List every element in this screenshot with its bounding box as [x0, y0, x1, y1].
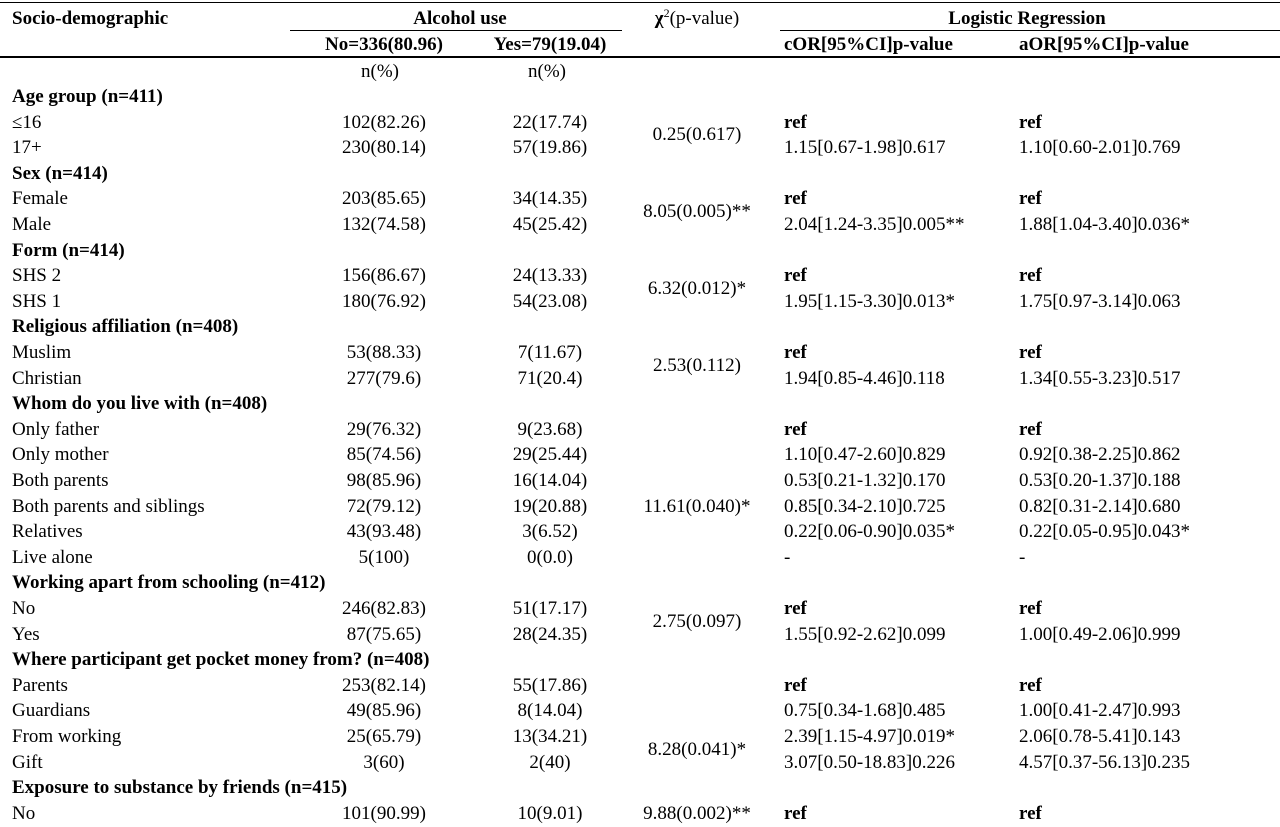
header-yes-count: Yes=79(19.04) [493, 34, 607, 55]
cell-no: 72(79.12) [346, 495, 422, 517]
cell-yes: 7(11.67) [517, 342, 583, 363]
cell-cor: ref [784, 802, 807, 824]
row-label: Female [12, 188, 68, 210]
row-label: Gift [12, 751, 43, 773]
chi-square-value: 2.75(0.097) [652, 610, 742, 632]
cell-no: 253(82.14) [342, 674, 426, 696]
cell-cor: - [784, 546, 791, 568]
cell-cor: ref [784, 342, 807, 363]
row-label: Muslim [12, 342, 72, 363]
cell-aor: ref [1019, 674, 1042, 696]
cell-aor: 0.53[0.20-1.37]0.188 [1019, 470, 1181, 491]
cell-yes: 28(24.35) [512, 623, 588, 645]
cell-cor: ref [784, 111, 807, 133]
cell-yes: 55(17.86) [512, 674, 588, 696]
cell-no: 43(93.48) [346, 521, 422, 543]
cell-yes: 0(0.0) [527, 546, 573, 568]
group-heading: Religious affiliation (n=408) [12, 316, 239, 338]
row-label: Only father [12, 418, 100, 440]
cell-yes: 24(13.33) [512, 265, 588, 287]
cell-aor: ref [1019, 342, 1042, 363]
cell-aor: ref [1019, 265, 1042, 287]
group-heading: Age group (n=411) [12, 86, 163, 107]
cell-cor: 0.85[0.34-2.10]0.725 [784, 495, 946, 517]
cell-cor: 2.04[1.24-3.35]0.005** [784, 214, 965, 235]
cell-no: 230(80.14) [342, 137, 426, 159]
group-heading: Whom do you live with (n=408) [12, 393, 268, 415]
cell-yes: 29(25.44) [512, 444, 588, 466]
cell-no: 203(85.65) [342, 188, 426, 210]
cell-yes: 45(25.42) [512, 214, 588, 235]
cell-aor: 1.00[0.41-2.47]0.993 [1019, 700, 1181, 722]
cell-yes: 8(14.04) [517, 700, 583, 722]
cell-cor: 1.94[0.85-4.46]0.118 [784, 367, 945, 389]
cell-no: 101(90.99) [342, 802, 426, 824]
chi-square-value: 8.05(0.005)** [643, 201, 751, 223]
header-cor: cOR[95%CI]p-value [784, 34, 953, 55]
cell-yes: 54(23.08) [512, 290, 588, 312]
npct-no: n(%) [361, 61, 399, 82]
cell-cor: 0.53[0.21-1.32]0.170 [784, 470, 946, 491]
row-label: Relatives [12, 521, 83, 543]
row-label: Both parents and siblings [12, 495, 205, 517]
cell-cor: ref [784, 674, 807, 696]
row-label: Live alone [12, 546, 93, 568]
cell-yes: 34(14.35) [512, 188, 588, 210]
header-alcohol-use: Alcohol use [413, 8, 507, 29]
group-heading: Sex (n=414) [12, 162, 108, 184]
cell-yes: 22(17.74) [512, 111, 588, 133]
cell-no: 49(85.96) [346, 700, 422, 722]
row-label: No [12, 802, 36, 824]
cell-yes: 57(19.86) [512, 137, 588, 159]
row-label: No [12, 598, 36, 619]
cell-cor: 1.55[0.92-2.62]0.099 [784, 623, 946, 645]
cell-aor: ref [1019, 188, 1042, 210]
row-label: Guardians [12, 700, 91, 722]
cell-yes: 2(40) [529, 751, 571, 773]
cell-cor: 1.95[1.15-3.30]0.013* [784, 290, 955, 312]
row-label: Christian [12, 367, 82, 389]
group-heading: Exposure to substance by friends (n=415) [12, 777, 348, 799]
cell-aor: 2.06[0.78-5.41]0.143 [1019, 726, 1181, 747]
npct-yes: n(%) [528, 61, 566, 82]
alcohol-underline [290, 30, 622, 31]
cell-yes: 16(14.04) [512, 470, 588, 491]
chi-square-value: 6.32(0.012)* [647, 278, 747, 299]
chi-square-value: 8.28(0.041)* [647, 738, 747, 760]
group-heading: Form (n=414) [12, 239, 125, 261]
row-label: 17+ [12, 137, 42, 159]
group-heading: Working apart from schooling (n=412) [12, 572, 326, 594]
cell-no: 156(86.67) [342, 265, 426, 287]
cell-cor: 3.07[0.50-18.83]0.226 [784, 751, 955, 773]
cell-aor: 4.57[0.37-56.13]0.235 [1019, 751, 1190, 773]
cell-no: 277(79.6) [346, 367, 422, 389]
top-rule [0, 2, 1280, 3]
row-label: Male [12, 214, 52, 235]
row-label: From working [12, 726, 122, 747]
cell-yes: 19(20.88) [512, 495, 588, 517]
chi-square-value: 2.53(0.112) [653, 354, 741, 376]
cell-aor: 0.82[0.31-2.14]0.680 [1019, 495, 1181, 517]
cell-cor: 2.39[1.15-4.97]0.019* [784, 726, 955, 747]
cell-no: 29(76.32) [346, 418, 422, 440]
row-label: SHS 2 [12, 265, 62, 287]
cell-cor: ref [784, 598, 807, 619]
cell-no: 85(74.56) [346, 444, 422, 466]
cell-cor: 1.15[0.67-1.98]0.617 [784, 137, 946, 159]
cell-aor: - [1019, 546, 1026, 568]
cell-aor: 1.00[0.49-2.06]0.999 [1019, 623, 1181, 645]
group-heading: Where participant get pocket money from? (n=408) [12, 649, 430, 671]
row-label: Only mother [12, 444, 109, 466]
cell-aor: 1.75[0.97-3.14]0.063 [1019, 290, 1181, 312]
header-no-count: No=336(80.96) [325, 34, 443, 55]
chi-square-value: 11.61(0.040)* [643, 495, 751, 517]
cell-cor: 0.75[0.34-1.68]0.485 [784, 700, 946, 722]
cell-cor: ref [784, 265, 807, 287]
cell-aor: 0.92[0.38-2.25]0.862 [1019, 444, 1181, 466]
cell-no: 132(74.58) [342, 214, 426, 235]
cell-aor: ref [1019, 111, 1042, 133]
cell-aor: ref [1019, 598, 1042, 619]
logistic-underline [780, 30, 1280, 31]
cell-cor: ref [784, 418, 807, 440]
cell-yes: 10(9.01) [517, 802, 583, 824]
cell-aor: 1.10[0.60-2.01]0.769 [1019, 137, 1181, 159]
cell-aor: ref [1019, 418, 1042, 440]
cell-no: 5(100) [358, 546, 410, 568]
row-label: Both parents [12, 470, 109, 491]
cell-aor: ref [1019, 802, 1042, 824]
cell-cor: 0.22[0.06-0.90]0.035* [784, 521, 955, 543]
header-bottom-rule [0, 56, 1280, 58]
cell-yes: 9(23.68) [517, 418, 583, 440]
cell-no: 102(82.26) [342, 111, 426, 133]
cell-aor: 1.34[0.55-3.23]0.517 [1019, 367, 1181, 389]
cell-yes: 71(20.4) [517, 367, 583, 389]
cell-aor: 0.22[0.05-0.95]0.043* [1019, 521, 1190, 543]
cell-cor: ref [784, 188, 807, 210]
cell-no: 3(60) [363, 751, 405, 773]
cell-no: 98(85.96) [346, 470, 422, 491]
row-label: ≤16 [12, 111, 42, 133]
header-logistic-regression: Logistic Regression [948, 8, 1106, 29]
cell-no: 246(82.83) [342, 598, 426, 619]
header-socio-demographic: Socio-demographic [12, 8, 169, 29]
chi-square-value: 0.25(0.617) [652, 124, 742, 146]
cell-aor: 1.88[1.04-3.40]0.036* [1019, 214, 1190, 235]
cell-yes: 13(34.21) [512, 726, 588, 747]
cell-no: 53(88.33) [346, 342, 422, 363]
cell-yes: 51(17.17) [512, 598, 588, 619]
row-label: Yes [12, 623, 40, 645]
cell-no: 87(75.65) [346, 623, 422, 645]
header-chi-square: $\chi^2(p-value)$ [654, 6, 740, 29]
header-aor: aOR[95%CI]p-value [1019, 34, 1189, 55]
cell-no: 180(76.92) [342, 290, 426, 312]
row-label: Parents [12, 674, 68, 696]
cell-no: 25(65.79) [346, 726, 422, 747]
cell-yes: 3(6.52) [522, 521, 578, 543]
cell-cor: 1.10[0.47-2.60]0.829 [784, 444, 946, 466]
row-label: SHS 1 [12, 290, 62, 312]
chi-square-value: 9.88(0.002)** [643, 802, 751, 824]
